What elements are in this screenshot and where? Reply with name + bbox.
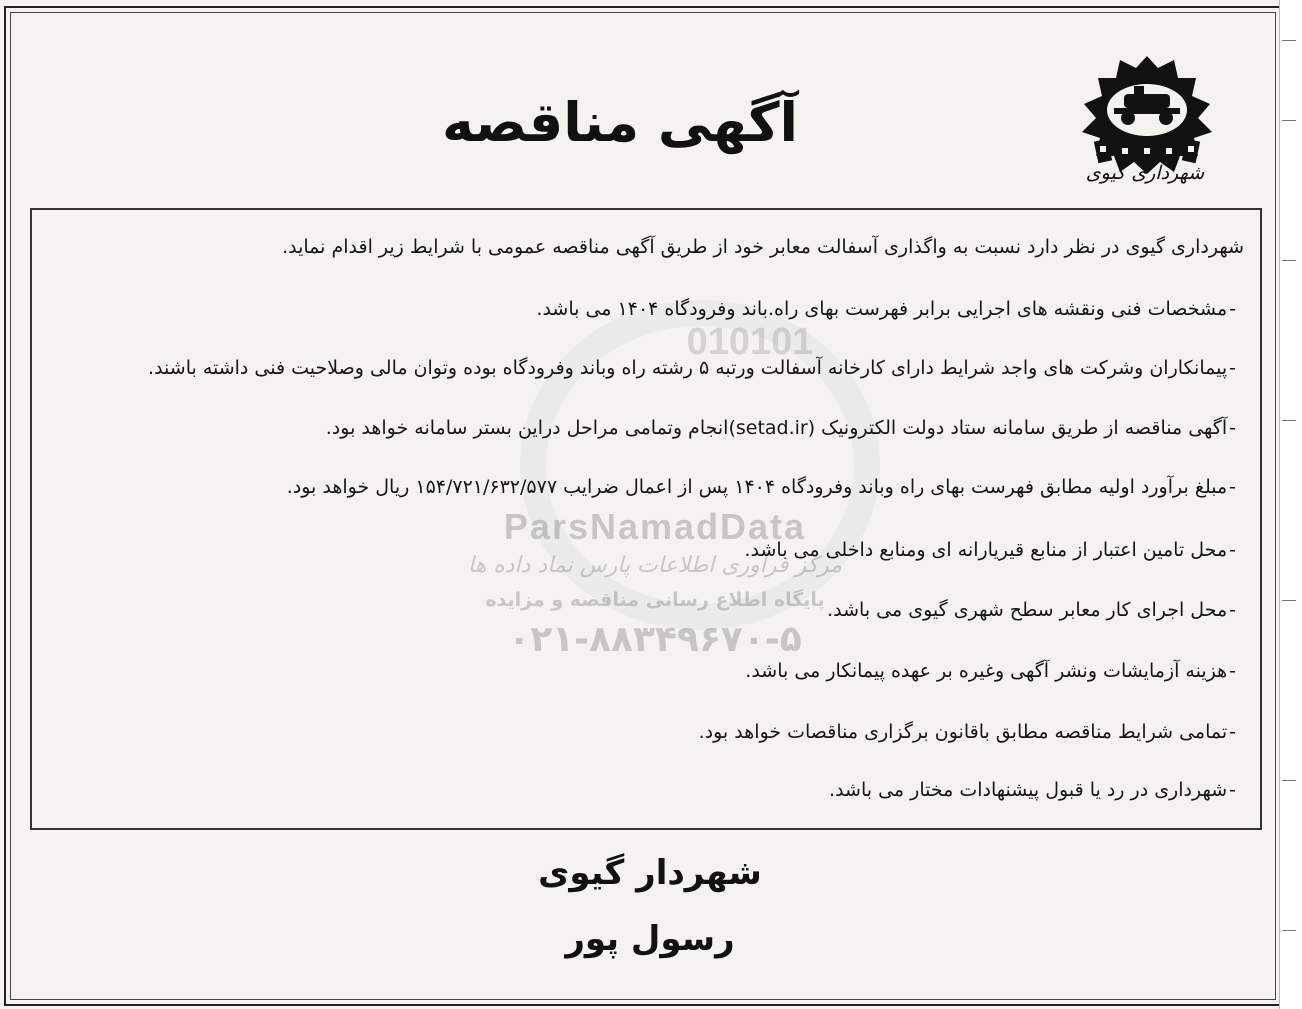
signature-name: رسول پور (565, 919, 735, 959)
notice-item: -محل تامین اعتبار از منابع قیریارانه ای ومنابع داخلی می باشد. (744, 539, 1236, 561)
notice-item: -آگهی مناقصه از طریق سامانه ستاد دولت الکترونیک (setad.ir)انجام وتمامی مراحل دراین بستر سامانه خواهد بود. (325, 417, 1236, 439)
watermark-subtitle: مرکز فرآوری اطلاعات پارس نماد داده ها (467, 553, 843, 578)
scan-edge (1279, 0, 1302, 1009)
notice-item-text: مشخصات فنی ونقشه های اجرایی برابر فهرست بهای راه.باند وفرودگاه ۱۴۰۴ می باشد. (536, 298, 1228, 320)
notice-item: -محل اجرای کار معابر سطح شهری گیوی می باشد. (827, 599, 1236, 621)
notice-item-text: مبلغ برآورد اولیه مطابق فهرست بهای راه وباند وفرودگاه ۱۴۰۴ پس از اعمال ضرایب ۱۵۴/۷۲۱/۶۳۲/۵۷۷ ریال خواهد بود. (286, 476, 1228, 498)
watermark-digits: 010101 (686, 321, 814, 363)
notice-item-text: پیمانکاران وشرکت های واجد شرایط دارای کارخانه آسفالت ورتبه ۵ رشته راه وباند وفرودگاه بوده وتوان مالی وصلاحیت فنی داشته باشند. (148, 357, 1228, 379)
notice-item-text: محل تامین اعتبار از منابع قیریارانه ای ومنابع داخلی می باشد. (744, 539, 1228, 561)
notice-item: -مبلغ برآورد اولیه مطابق فهرست بهای راه وباند وفرودگاه ۱۴۰۴ پس از اعمال ضرایب ۱۵۴/۷۲۱/۶۳۲/۵۷۷ ریال خواهد بود. (286, 476, 1236, 498)
notice-item-text: محل اجرای کار معابر سطح شهری گیوی می باشد. (827, 599, 1228, 621)
logo-caption: شهرداری گیوی (1085, 162, 1205, 184)
watermark-phone: ۰۲۱-۸۸۳۴۹۶۷۰-۵ (508, 619, 802, 660)
notice-item: -هزینه آزمایشات ونشر آگهی وغیره بر عهده پیمانکار می باشد. (745, 660, 1236, 682)
watermark-service: پایگاه اطلاع رسانی مناقصه و مزایده (485, 589, 825, 611)
notice-item: -شهرداری در رد یا قبول پیشنهادات مختار می باشد. (829, 779, 1236, 801)
notice-item: -مشخصات فنی ونقشه های اجرایی برابر فهرست بهای راه.باند وفرودگاه ۱۴۰۴ می باشد. (536, 298, 1236, 320)
signature-title: شهردار گیوی (538, 853, 762, 893)
notice-item: -تمامی شرایط مناقصه مطابق باقانون برگزاری مناقصات خواهد بود. (698, 721, 1236, 743)
notice-item: -پیمانکاران وشرکت های واجد شرایط دارای کارخانه آسفالت ورتبه ۵ رشته راه وباند وفرودگاه بوده وتوان مالی وصلاحیت فنی داشته باشند. (148, 357, 1236, 379)
notice-item-text: هزینه آزمایشات ونشر آگهی وغیره بر عهده پیمانکار می باشد. (745, 660, 1228, 682)
notice-item-text: تمامی شرایط مناقصه مطابق باقانون برگزاری مناقصات خواهد بود. (698, 721, 1228, 743)
notice-title: آگهی مناقصه (441, 91, 799, 154)
watermark-brand: ParsNamadData (503, 506, 807, 547)
notice-item-text: شهرداری در رد یا قبول پیشنهادات مختار می باشد. (829, 779, 1228, 801)
notice-intro: شهرداری گیوی در نظر دارد نسبت به واگذاری آسفالت معابر خود از طریق آگهی مناقصه عمومی با شرایط زیر اقدام نماید. (282, 236, 1244, 258)
notice-item-text: آگهی مناقصه از طریق سامانه ستاد دولت الکترونیک (setad.ir)انجام وتمامی مراحل دراین بستر سامانه خواهد بود. (325, 417, 1228, 439)
